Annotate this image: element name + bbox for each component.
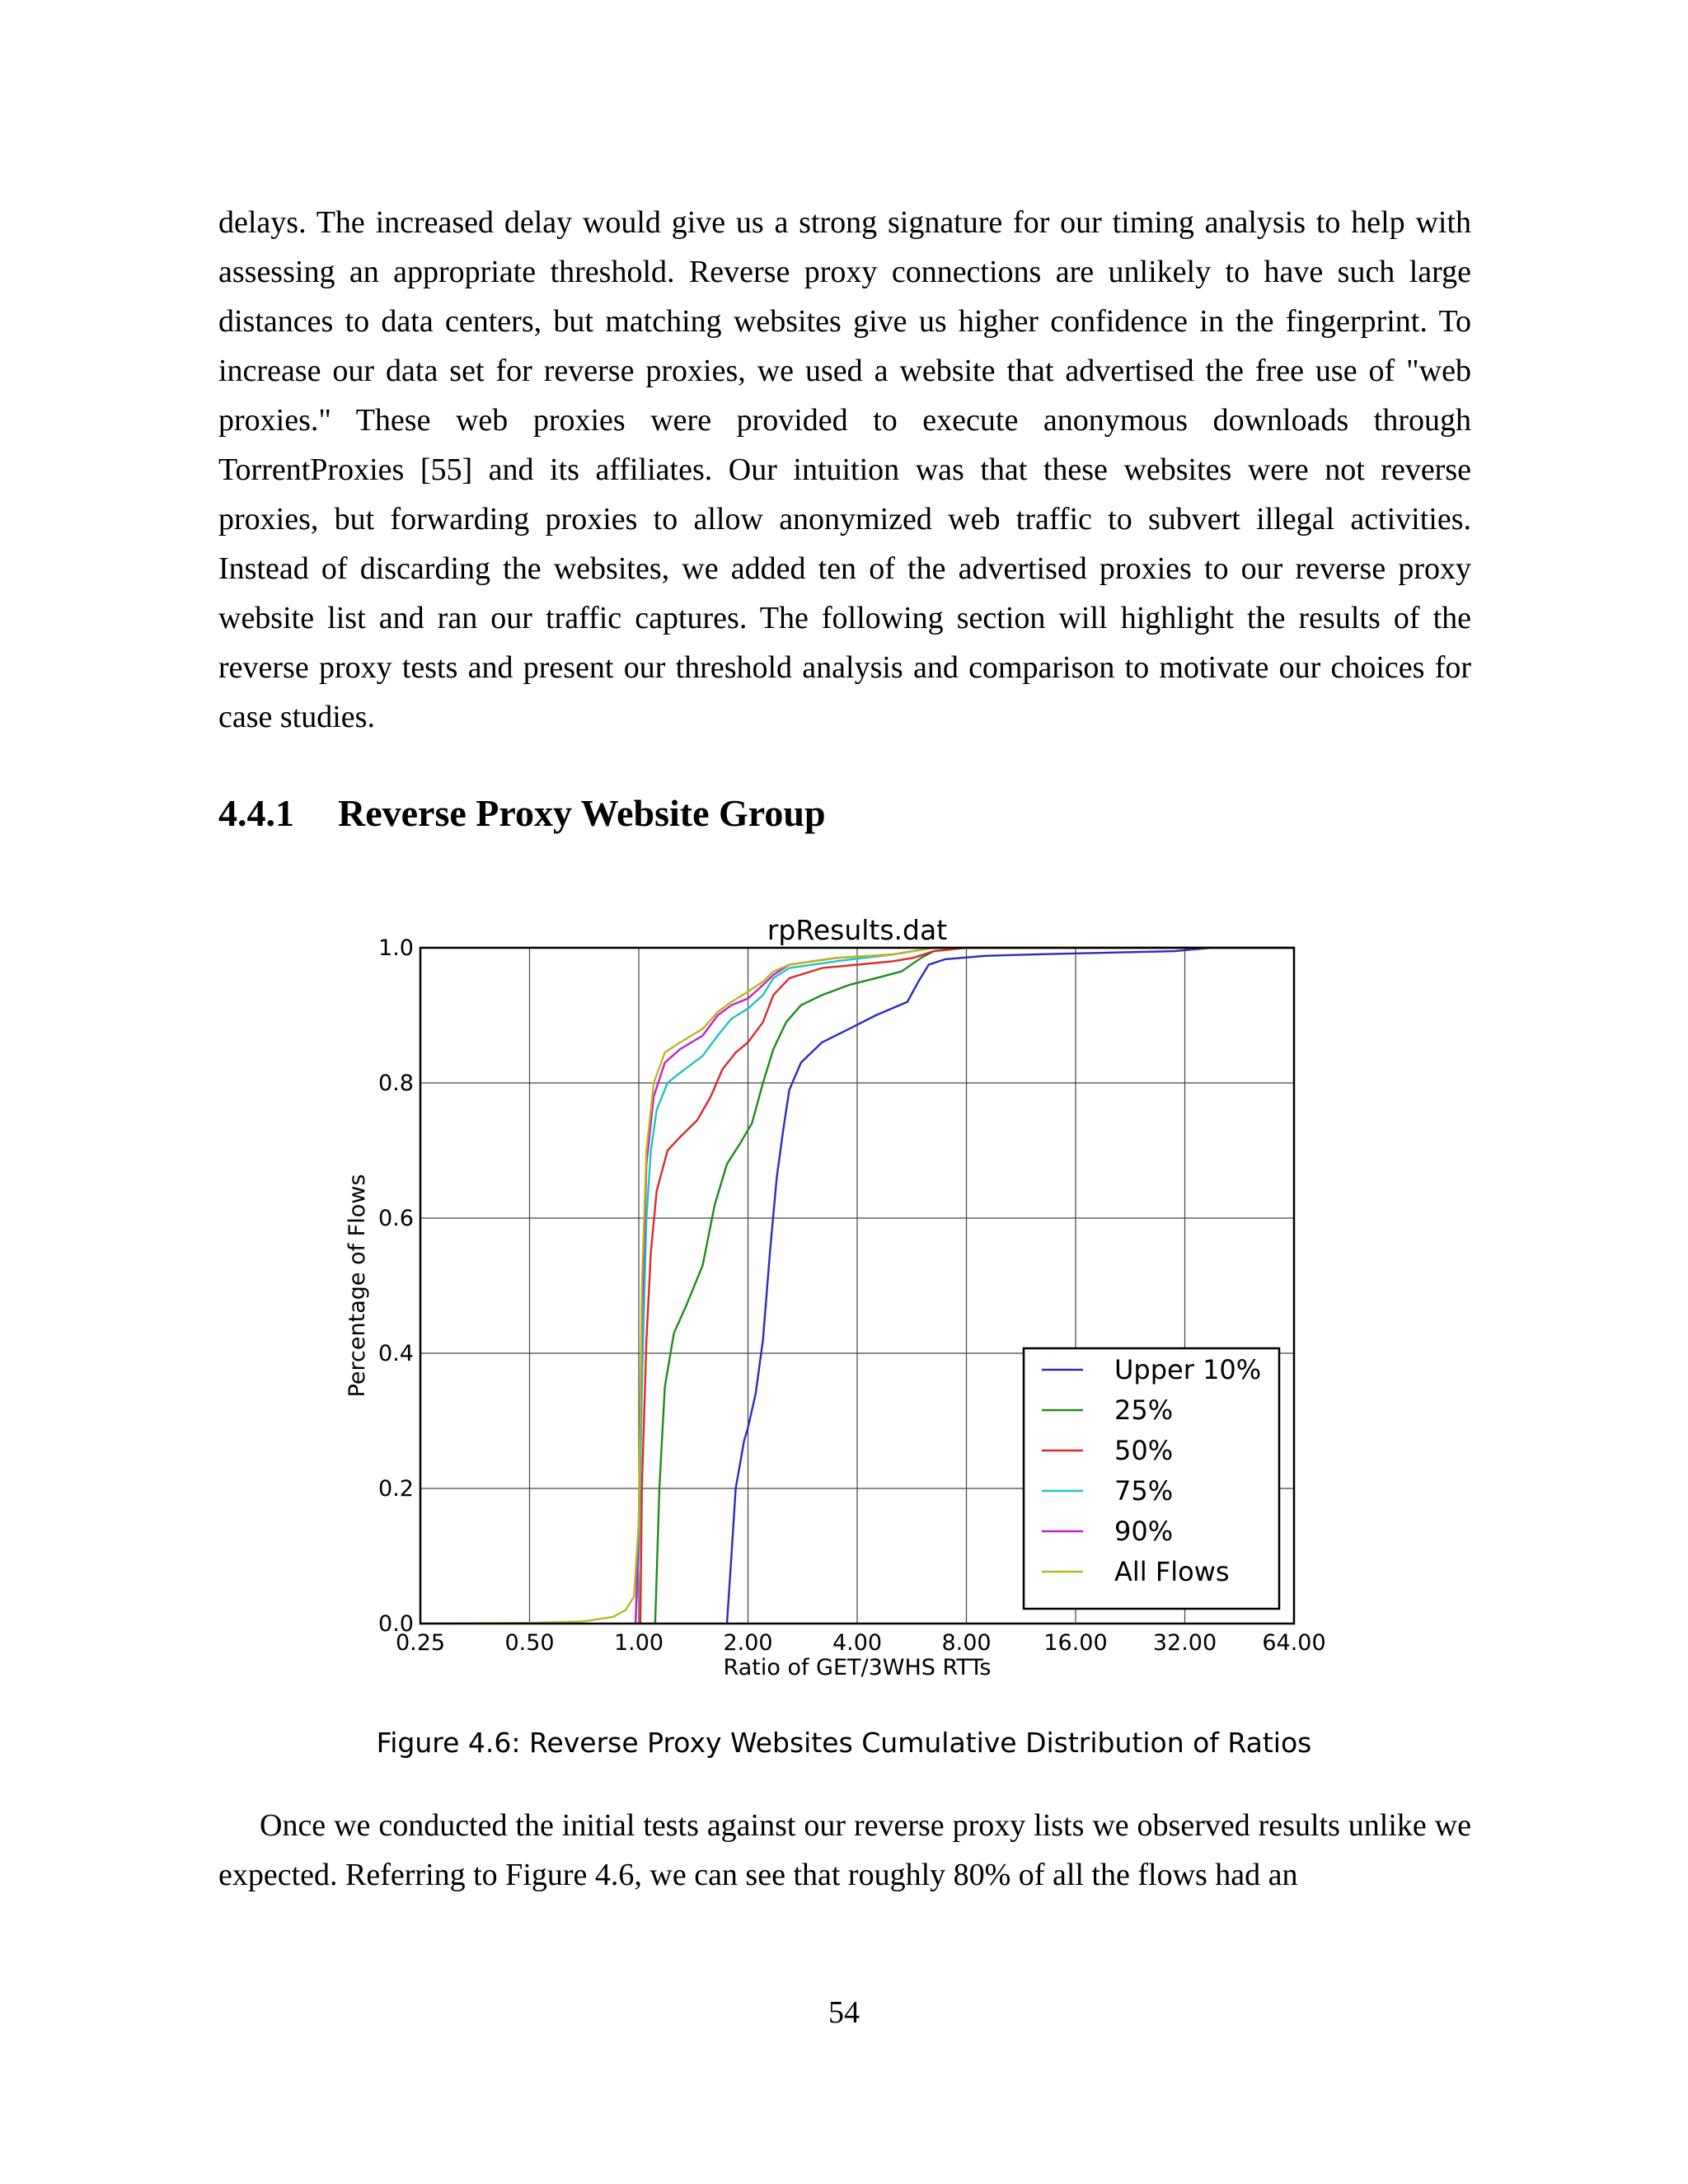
body-paragraph-top: delays. The increased delay would give us a strong signature for our timing analysis to help with assessing an appropriate threshold. Reverse proxy connections are unlikely to have such large distances to data centers, but matching websites give us higher confidence in the fingerprint. To increase our data set for reverse proxies, we used a website that advertised the free use of "web proxies." These web proxies were provided to execute anonymous downloads through TorrentProxies [55] and its affiliates. Our intuition was that these websites were not reverse proxies, but forwarding proxies to allow anonymized web traffic to subvert illegal activities. Instead of discarding the websites, we added ten of the advertised proxies to our reverse proxy website list and ran our traffic captures. The following section will highlight the results of the reverse proxy tests and present our threshold analysis and comparison to motivate our choices for case studies. — [218, 205, 1471, 734]
y-axis-label: Percentage of Flows — [345, 1174, 370, 1398]
figure-caption: Figure 4.6: Reverse Proxy Websites Cumulative Distribution of Ratios — [376, 1727, 1312, 1759]
legend-label: 25% — [1114, 1394, 1174, 1426]
x-tick-label: 1.00 — [613, 1630, 664, 1656]
x-tick-label: 32.00 — [1152, 1630, 1217, 1656]
section-heading — [218, 791, 826, 835]
page-number: 54 — [828, 1995, 860, 2030]
x-tick-label: 0.25 — [395, 1630, 446, 1656]
y-tick-label: 0.6 — [378, 1206, 414, 1231]
y-tick-label: 0.0 — [378, 1611, 414, 1637]
x-tick-label: 2.00 — [723, 1630, 773, 1656]
legend-label: All Flows — [1114, 1556, 1230, 1587]
x-tick-label: 0.50 — [504, 1630, 555, 1656]
y-tick-label: 1.0 — [378, 935, 414, 961]
cdf-chart — [330, 902, 1360, 1694]
legend-label: 50% — [1114, 1435, 1174, 1466]
x-axis-label: Ratio of GET/3WHS RTTs — [723, 1655, 992, 1680]
y-tick-label: 0.4 — [378, 1341, 414, 1366]
y-tick-label: 0.8 — [378, 1071, 414, 1096]
x-tick-label: 64.00 — [1262, 1630, 1326, 1656]
body-paragraph-bottom: Once we conducted the initial tests against our reverse proxy lists we observed results unlike we expected. Referring to Figure 4.6, we can see that roughly 80% of all the flows had an — [218, 1808, 1471, 1892]
x-tick-label: 8.00 — [941, 1630, 992, 1656]
section-number: 4.4.1 — [218, 792, 294, 834]
legend — [1024, 1348, 1279, 1609]
section-title: Reverse Proxy Website Group — [338, 792, 826, 834]
legend-label: 75% — [1114, 1475, 1174, 1507]
x-tick-label: 4.00 — [832, 1630, 883, 1656]
x-tick-label: 16.00 — [1043, 1630, 1108, 1656]
y-tick-label: 0.2 — [378, 1476, 414, 1502]
legend-label: 90% — [1114, 1516, 1174, 1547]
chart-title: rpResults.dat — [767, 914, 948, 946]
legend-label: Upper 10% — [1114, 1354, 1262, 1385]
